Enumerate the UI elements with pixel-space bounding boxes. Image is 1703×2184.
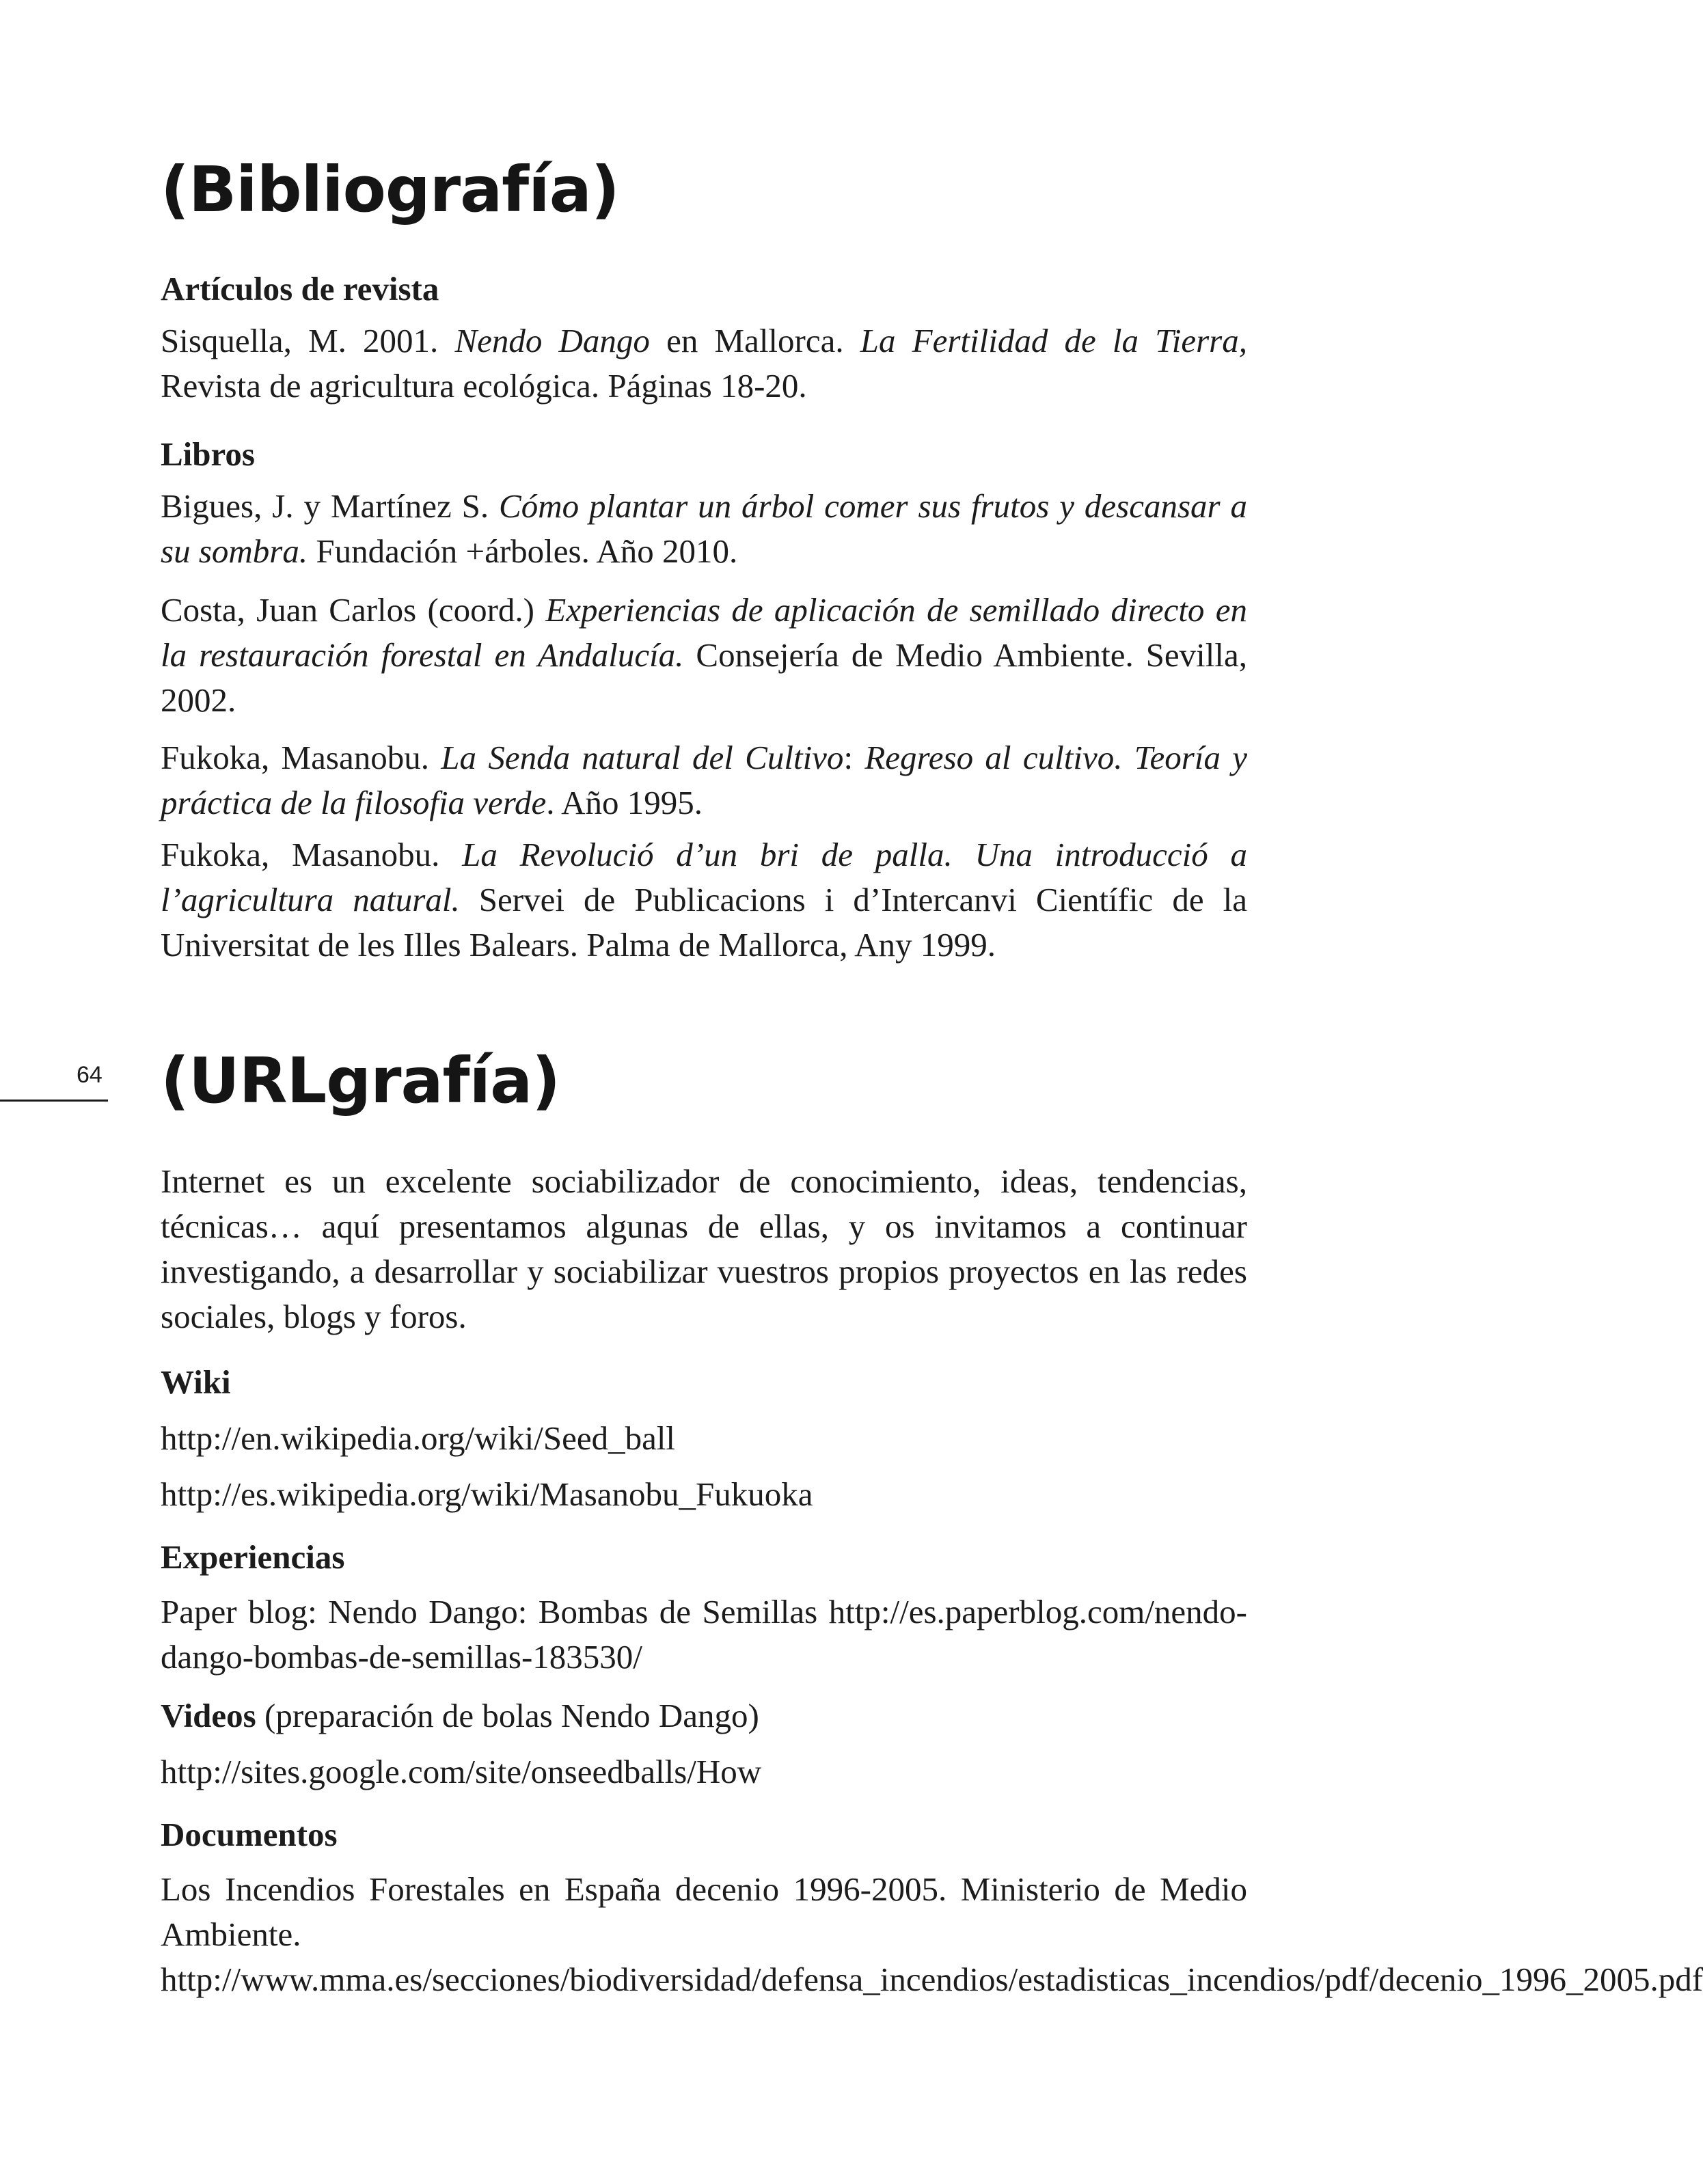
entry-text: Fukoka, Masanobu. bbox=[161, 836, 463, 873]
entry-text: Servei de Publicacions i d’Intercanvi Científic de la Universitat de les Illes Balears. Palma de Mallorca, Any 1999. bbox=[161, 881, 1247, 964]
book-entry-bigues bbox=[161, 484, 1247, 574]
entry-text: Revista de agricultura ecológica. Páginas 18-20. bbox=[161, 367, 807, 405]
page-number: 64 bbox=[77, 1062, 103, 1088]
bibliografia-title: (Bibliografía) bbox=[161, 153, 619, 226]
experiencias-entry: Paper blog: Nendo Dango: Bombas de Semillas http://es.paperblog.com/nendo-dango-bombas-de-semillas-183530/ bbox=[161, 1593, 1247, 1676]
entry-text: : bbox=[843, 739, 865, 776]
entry-journal: La Fertilidad de la Tierra, bbox=[860, 322, 1248, 359]
book-entry-costa bbox=[161, 588, 1247, 723]
entry-subtitle: Regreso al cultivo. Teoría y práctica de la filosofia verde bbox=[161, 739, 1247, 821]
entry-title: La Revolució d’un bri de palla. Una introducció a l’agricultura natural. bbox=[161, 836, 1247, 918]
entry-text: Bigues, J. y Martínez S. bbox=[161, 487, 500, 525]
wiki-link-fukuoka[interactable]: http://es.wikipedia.org/wiki/Masanobu_Fukuoka bbox=[161, 1475, 813, 1513]
documentos-entry: Los Incendios Forestales en España decenio 1996-2005. Ministerio de Medio Ambiente. http://www.mma.es/secciones/biodiversidad/defensa_incendios/estadisticas_incendios/pdf/decenio_1996_2005.pdf bbox=[161, 1870, 1703, 1998]
wiki-heading: Wiki bbox=[161, 1363, 231, 1401]
entry-text: Costa, Juan Carlos (coord.) bbox=[161, 591, 546, 629]
wiki-link-seed-ball[interactable]: http://en.wikipedia.org/wiki/Seed_ball bbox=[161, 1419, 676, 1457]
entry-text: Fukoka, Masanobu. bbox=[161, 739, 441, 776]
book-entry-fukoka-1995 bbox=[161, 735, 1247, 825]
experiencias-heading: Experiencias bbox=[161, 1538, 345, 1576]
entry-text: . Año 1995. bbox=[546, 784, 703, 821]
urlgrafia-intro: Internet es un excelente sociabilizador de conocimiento, ideas, tendencias, técnicas… aquí presentamos algunas de ellas, y os invitamos a continuar investigando, a desarrollar y sociabilizar vuestros propios proyectos en las redes sociales, blogs y foros. bbox=[161, 1162, 1247, 1335]
entry-text: Consejería de Medio Ambiente. Sevilla, 2002. bbox=[161, 636, 1247, 719]
videos-note: (preparación de bolas Nendo Dango) bbox=[256, 1697, 759, 1734]
article-entry-sisquella bbox=[161, 318, 1247, 409]
entry-text: Fundación +árboles. Año 2010. bbox=[308, 532, 738, 570]
entry-text: en Mallorca. bbox=[649, 322, 860, 359]
book-entry-fukoka-1999 bbox=[161, 832, 1247, 968]
entry-title: Cómo plantar un árbol comer sus frutos y descansar a su sombra. bbox=[161, 487, 1247, 570]
entry-title: Experiencias de aplicación de semillado directo en la restauración forestal en Andalucía. bbox=[161, 591, 1247, 674]
documentos-heading: Documentos bbox=[161, 1816, 338, 1853]
entry-title: La Senda natural del Cultivo bbox=[441, 739, 844, 776]
articulos-heading: Artículos de revista bbox=[161, 270, 439, 308]
entry-text: Sisquella, M. 2001. bbox=[161, 322, 455, 359]
videos-heading: Videos bbox=[161, 1697, 256, 1734]
entry-title: Nendo Dango bbox=[454, 322, 650, 359]
libros-heading: Libros bbox=[161, 435, 255, 473]
urlgrafia-title: (URLgrafía) bbox=[161, 1044, 560, 1117]
videos-line bbox=[161, 1693, 1247, 1738]
videos-link[interactable]: http://sites.google.com/site/onseedballs/How bbox=[161, 1753, 762, 1790]
page-number-rule bbox=[0, 1100, 108, 1102]
